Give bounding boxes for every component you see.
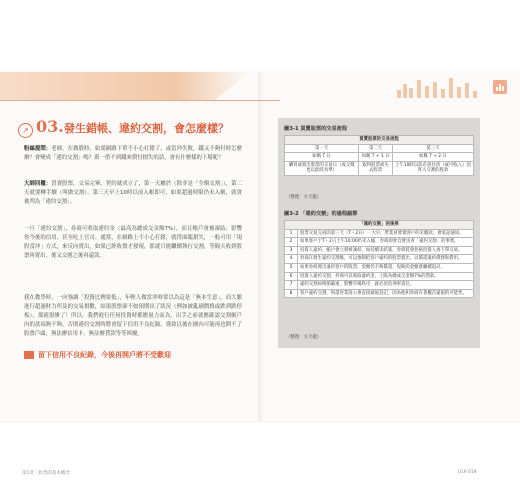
paragraph-question: 粉絲提問：老師，在做股時，如果網路下單不小心打錯了，或當沖失敗，錢又不夠付時怎麼辦？會變成「違約交割」嗎？萬一借不到錢來償付損失的話，會有什麼樣的下場呢？ [24, 146, 242, 161]
paragraph-body: 一旦「違約交割」，券商可收取違約金（最高為總成交金額7%），而且帳戶會被凍結，影響你今後的信用，甚至吃上官司。通常，在網路上不小心打錯，就得面臨損失，一般可用「現股當沖」方式，來反向賣出，如果已經收盤才發現，那就只能繼續執行交割，等隔天收到股票再賣出，後又交割之後再還款。 [24, 226, 242, 259]
figure-box [278, 118, 480, 348]
table1-caption: 圖3-1 買賣股票的交易流程 [284, 126, 348, 132]
default-consequence-table [284, 220, 474, 298]
trade-flow-table [284, 135, 474, 176]
paragraph-answer: 大師回覆：買賣股票，交易完畢，契約就成立了，第一天屬於（除非是「全額交割」），第二天就要轉手續（叫做交割），第三天早上10時以前入帳即可，如果超過時限仍未入帳，就會被判為「違約交割」。 [24, 181, 242, 205]
skyline-decoration [395, 78, 485, 98]
trend-icon: ↗ [18, 123, 33, 138]
bar-chart-icon [493, 80, 507, 94]
footer-left: 第1章｜股票的基本概念 [22, 471, 70, 476]
table-cell: 上午10時以前必須付清（或可收入）因買入交割的股款 [392, 161, 473, 175]
source-note: （整理：方天龍） [286, 335, 322, 340]
book-gutter [258, 72, 264, 422]
paragraph-advice: 我在教學時，一向強調「投資比例要低」，年輕人做當沖時常以為這是「無本生意」，而大膽進行超過財力所及的交易損數，結果股票卻不如預期出了狀況（例如被亂刷價格或跌到跌停板），那就很慘了！所以，我們進行任何投資時都應量力而為，出手之前就應確認交割帳戶內的款項夠不夠，否則違約交割時將會留下信用不良紀錄，導致以後在國內可能再也開不了股票戶頭，無法辦信用卡，無法辦貸款等等困擾。 [24, 295, 242, 337]
table-row: 5 如果券商賣出違約客戶的股票，金額仍不夠償還，短缺的金額會繼續追討。 [285, 263, 474, 272]
table-row: 6 投資人違約交割，券商可以收取違約金，上限為總成交金額7%的罰款。 [285, 272, 474, 281]
table-cell: 如稱 T + 1 日 [359, 153, 393, 162]
table-cell: 如稱 T + 2 日 [392, 153, 473, 162]
table-row: 4 券商在發生違約交割後，可以強制把客戶違約的股票賣出，以償還違約債務和費用。 [285, 255, 474, 264]
header-rule [0, 100, 280, 101]
subheading: 留下信用不良紀錄，今後再開戶將不受歡迎 [38, 351, 171, 359]
source-note: （整理：方天龍） [286, 195, 322, 200]
table-cell: 購買或賣出股票的交易日（成交價也以此時為準） [285, 161, 359, 175]
header-banner [0, 72, 250, 100]
table1-header: 買賣股票的交易流程 [285, 136, 474, 145]
speaker-label: 粉絲提問： [24, 146, 52, 152]
table-cell: 第二天 [359, 144, 393, 153]
table2-header: 「違約交割」的後果 [285, 221, 474, 230]
table-cell: 如稱 T 日 [285, 153, 359, 162]
section-number: 03. [36, 117, 64, 136]
subhead-marker [24, 351, 34, 359]
table-row: 3 投資人違約，帳戶會立刻被凍結，如持續未結案，券商將會拒絕投資人再下單交易。 [285, 246, 474, 255]
table-row: 2 如果客戶于T＋2日上午10:00仍未入帳，券商即會自發送寄「違約交割」的事實。 [285, 238, 474, 247]
table-cell: 取得股票或失去股票 [359, 161, 393, 175]
table2-caption: 圖3-2 「違約交割」的過程細節 [284, 211, 358, 217]
table-row: 1 股票交易完成的第三天（T＋2日）一大早，營業員發覺客戶的未繳款，會電話通知。 [285, 229, 474, 238]
speaker-label: 大師回覆： [24, 181, 52, 187]
table-cell: 第一天 [285, 144, 359, 153]
table-cell: 第三天 [392, 144, 473, 153]
page-number: 019 019 [458, 470, 477, 475]
table-row: 8 客戶違約交割，和證券業商公會直接通報登記，因為他和券商有著權首違規的可能性。 [285, 289, 474, 298]
section-title: 發生錯帳、違約交割，會怎麼樣？ [64, 122, 229, 135]
table-row: 7 違約交割如情節嚴重，影響市場秩序，就必須負刑事責任。 [285, 281, 474, 290]
